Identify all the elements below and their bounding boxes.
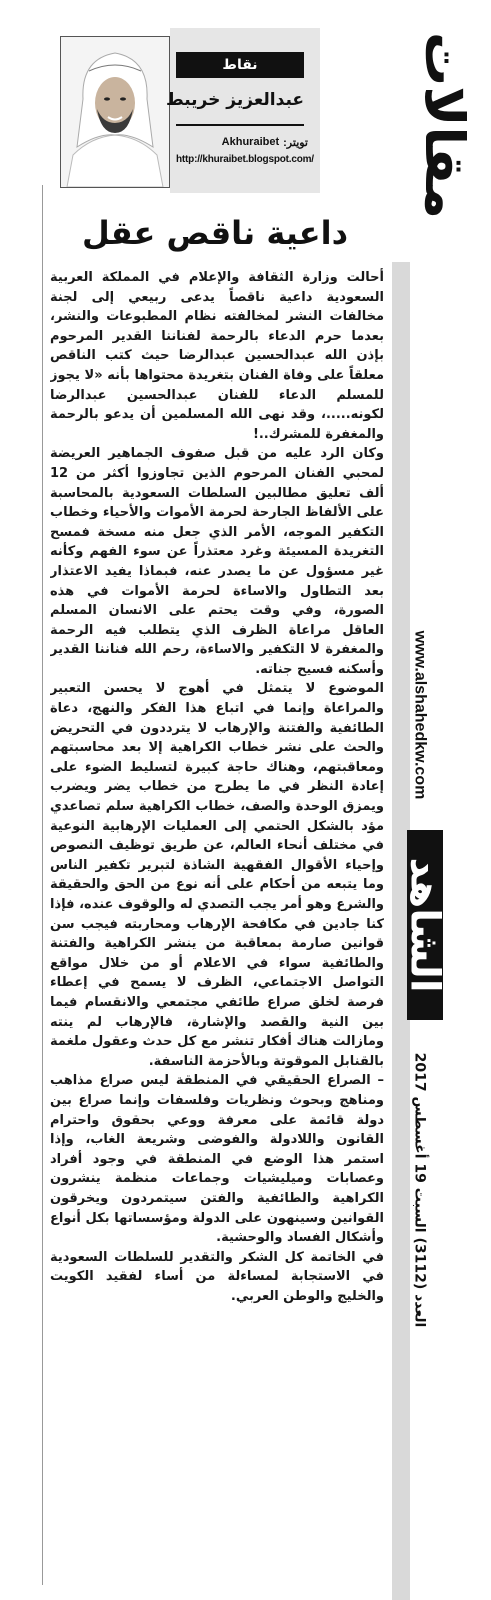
issue-info: العدد (3112) السبت 19 أغسطس 2017 bbox=[411, 1052, 427, 1328]
column-label: نقاط bbox=[176, 52, 304, 78]
paragraph: – الصراع الحقيقي في المنطقة ليس صراع مذاهب ومناهج وبحوث ونظريات وفلسفات وإنما صراع بين دولة قائمة على معرفة ووعي بحقوق واحترام القانون واللادولة والفوضى وشريعة الغاب، وإذا استمر هذا الوضع في المنطقة في وجود أفراد وعصابات وميليشيات وجماعات منظمة ينشرون الكراهية والطائفية والفتن سيتمردون ويخرقون القوانين وسينهون على الدولة ومؤسساتها بكل أنواع وأشكال الفساد والوحشية. bbox=[50, 1073, 384, 1246]
author-photo bbox=[60, 36, 170, 188]
paragraph: وكان الرد عليه من قبل صفوف الجماهير العريضة لمحبي الفنان المرحوم الذين تجاوزوا أكثر من 12 ألف تعليق مطالبين السلطات السعودية بالمحاسبة على الألفاظ الجارحة لحرمة الأموات والأحياء وخطاب التكفير الموجه، الأمر الذي جعل منه مسخة فمسح التغريدة المسيئة وغرد معتذراً عن سوء الفهم وكأنه غير مسؤول عن ما يصدر عنه، فبماذا يفيد الاعتذار بعد التطاول والاساءة لحرمة الأموات في هذه الصورة، وفي وقت يحتم على الانسان المسلم العاقل مراعاة الظرف الذي يتطلب فيه الرحمة والمغفرة لا التكفير والاساءة، رحم الله فناننا القدير وأسكنه فسيح جناته. bbox=[50, 446, 384, 677]
twitter-handle[interactable]: Akhuraibet bbox=[221, 136, 280, 148]
author-blog-link[interactable]: http://khuraibet.blogspot.com/ bbox=[176, 154, 314, 165]
author-name: عبدالعزيز خريبط bbox=[166, 90, 304, 110]
author-divider bbox=[176, 124, 304, 126]
article-headline: داعية ناقص عقل bbox=[81, 214, 349, 252]
twitter-label: تويتر: bbox=[283, 137, 308, 149]
paragraph: في الخاتمة كل الشكر والتقدير للسلطات السعودية في الاستجابة لمساءلة من أساء لفقيد الكويت والخليج والوطن العربي. bbox=[50, 1249, 384, 1304]
site-url[interactable]: www.alshahedkw.com bbox=[411, 630, 429, 800]
paragraph: الموضوع لا يتمثل في أهوج لا يحسن التعبير والمراعاة وإنما في اتباع هذا الفكر والنهج، دعاة الطائفية والفتنة والإرهاب لا يترددون في التحريض والحث على نشر خطاب الكراهية إلا بعد محاسبتهم ومعاقبتهم، وهناك حاجة كبيرة لتسليط الضوء على إعادة النظر في ما يطرح من خطاب يضر ويضرب ويمزق الوحدة والصف، خطاب الكراهية سلم تصاعدي مؤد بالشكل الحتمي إلى العمليات الإرهابية النوعية في مختلف أنحاء العالم، عن طريق توظيف النصوص وإحياء الأقوال الفقهية الشاذة لتبرير تكفير الناس وما يتبعه من أحكام على أنه نوع من الحق والحقيقة والشرع وهو أمر يجب التصدي له والوقوف عنده، فإذا كنا جادين في مكافحة الإرهاب ومحاربته فيجب سن قوانين صارمة بمعاقبة من ينشر الكراهية والفتنة والطائفية سواء في الاعلام أو من خلال مواقع التواصل الاجتماعي، الظرف لا يسمح في إعطاء فرصة لخلق صراع طائفي مجتمعي والانقسام فيما بين النية والقصد والإشارة، فالإرهاب لم ينته ومازالت هناك أفكار تنشر مع كل حدث وعقول ملغمة بالقنابل الموقوتة وبالأحزمة الناسفة. bbox=[50, 681, 384, 1069]
section-title: مقالات bbox=[413, 31, 477, 219]
paragraph: أحالت وزارة الثقافة والإعلام في المملكة العربية السعودية داعية ناقصاً يدعى ربيعي إلى لجنة مخالفات النشر لمخالفته نظام المطبوعات والنشر، بعدما حرم الدعاء بالرحمة لفناننا القدير المرحوم بإذن الله عبدالحسين عبدالرضا حيث كتب الناقص معلقاً على وفاة الفنان بتغريدة محتواها بأنه «لا يجوز للمسلم الدعاء للفنان عبدالحسين عبدالرضا لكونه.....، وقد نهى الله المسلمين أن يدعو بالرحمة والمغفرة للمشرك..! bbox=[50, 270, 384, 442]
newspaper-logo: الشاهد bbox=[407, 830, 443, 1020]
article-frame-rule bbox=[42, 185, 43, 1585]
author-twitter bbox=[178, 136, 308, 152]
article-body bbox=[50, 268, 384, 1588]
